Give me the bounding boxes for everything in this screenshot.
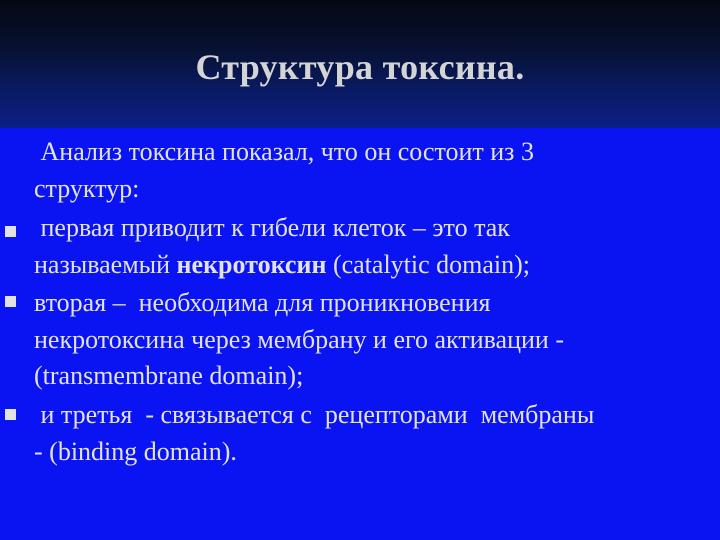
bullet-square-icon (5, 296, 16, 307)
bullet-square-icon (5, 226, 16, 237)
item-1-text-after: (catalytic domain); (326, 250, 531, 279)
item-3-line-1: и третья - связывается с рецепторами мембраны (34, 400, 595, 429)
slide-title: Структура токсина. (195, 47, 525, 87)
bullet-square-icon (5, 409, 16, 420)
title-band (0, 0, 720, 128)
necrotoxin-term: некротоксин (176, 250, 327, 279)
intro-line-2: структур: (34, 174, 140, 203)
intro-line-1: Анализ токсина показал, что он состоит из 3 (34, 137, 534, 166)
item-2-line-1: вторая – необходима для проникновения (34, 288, 491, 317)
item-1-line-2 (34, 246, 530, 283)
item-2-line-2: некротоксина через мембрану и его активации - (34, 325, 564, 354)
item-1-line-1: первая приводит к гибели клеток – это так (34, 213, 510, 242)
item-2-line-3: (transmembrane domain); (34, 361, 304, 390)
item-3-line-2: - (binding domain). (34, 437, 237, 466)
item-1-text-before: называемый (34, 250, 177, 279)
